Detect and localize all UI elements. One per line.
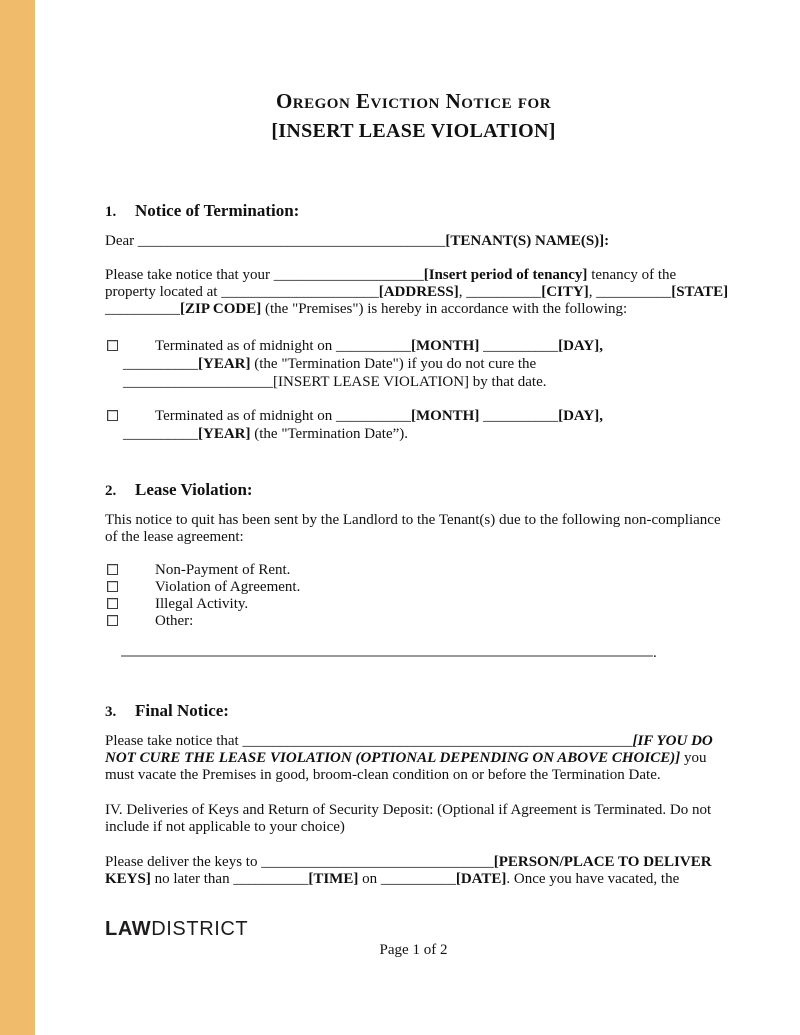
violation-options-list	[105, 562, 745, 630]
notice-intro-paragraph: Please take notice that your ____________________[Insert period of tenancy] tenancy of the property located at _____________________[ADDRESS], __________[CITY], __________[STATE] __________[ZIP CODE] (the "Premises") is hereby in accordance with the following:	[105, 267, 729, 317]
violation-of-agreement-checkbox[interactable]	[107, 581, 118, 592]
document-content	[105, 0, 745, 959]
section-number: 2.	[105, 483, 117, 499]
dear-tenant-line: Dear _________________________________________[TENANT(S) NAME(S)]:	[105, 233, 610, 249]
logo-district-text: DISTRICT	[151, 918, 249, 940]
termination-option-1	[105, 337, 745, 391]
violation-intro-paragraph: This notice to quit has been sent by the Landlord to the Tenant(s) due to the following non-compliance of the lease agreement:	[105, 512, 721, 545]
termination-option-2-checkbox[interactable]	[107, 410, 118, 421]
section-number: 1.	[105, 204, 117, 220]
violation-option-agreement	[105, 579, 745, 596]
other-description-blank-field[interactable]	[121, 644, 653, 657]
deliver-keys-paragraph: Please deliver the keys to _______________________________[PERSON/PLACE TO DELIVER KEYS] no later than __________[TIME] on __________[DATE]. Once you have vacated, the	[105, 854, 712, 887]
lawdistrict-logo	[105, 919, 722, 939]
document-title-line2: [INSERT LEASE VIOLATION]	[271, 120, 556, 142]
illegal-activity-checkbox[interactable]	[107, 598, 118, 609]
left-accent-stripe	[0, 0, 35, 1035]
logo-law-text: LAW	[105, 918, 152, 940]
section-heading-label: Notice of Termination:	[135, 201, 300, 220]
document-title	[105, 0, 722, 146]
violation-option-label: Illegal Activity.	[155, 596, 249, 612]
keys-deposit-optional-paragraph: IV. Deliveries of Keys and Return of Security Deposit: (Optional if Agreement is Terminated. Do not include if not applicable to your choice)	[105, 802, 712, 835]
other-checkbox[interactable]	[107, 615, 118, 626]
section-number: 3.	[105, 704, 117, 720]
violation-option-label: Violation of Agreement.	[155, 579, 301, 595]
violation-option-label: Other:	[155, 613, 194, 629]
violation-option-illegal	[105, 596, 745, 613]
termination-option-2-text: Terminated as of midnight on __________[MONTH] __________[DAY], __________[YEAR] (the "Termination Date”).	[123, 408, 603, 442]
page-footer	[105, 919, 722, 959]
violation-option-other	[105, 613, 745, 630]
other-description-row	[121, 644, 745, 662]
violation-option-non-payment	[105, 562, 745, 579]
section-heading-final-notice	[105, 700, 745, 723]
section-heading-lease-violation	[105, 479, 745, 502]
termination-option-1-checkbox[interactable]	[107, 340, 118, 351]
other-line-period: .	[653, 645, 657, 661]
termination-option-1-text: Terminated as of midnight on __________[MONTH] __________[DAY], __________[YEAR] (the "Termination Date") if you do not cure the ____________________[INSERT LEASE VIOLATION] by that date.	[123, 338, 603, 390]
page-number: Page 1 of 2	[379, 942, 448, 958]
non-payment-checkbox[interactable]	[107, 564, 118, 575]
section-heading-notice-of-termination	[105, 200, 745, 223]
section-heading-label: Lease Violation:	[135, 480, 253, 499]
document-title-line1: Oregon Eviction Notice for	[275, 89, 552, 113]
section-heading-label: Final Notice:	[135, 701, 229, 720]
violation-option-label: Non-Payment of Rent.	[155, 562, 291, 578]
final-notice-paragraph: Please take notice that ____________________________________________________[IF YOU DO NOT CURE THE LEASE VIOLATION (OPTIONAL DEPENDING ON ABOVE CHOICE)] you must vacate the Premises in good, broom-clean condition on or before the Termination Date.	[105, 733, 713, 783]
termination-option-2	[105, 407, 745, 443]
